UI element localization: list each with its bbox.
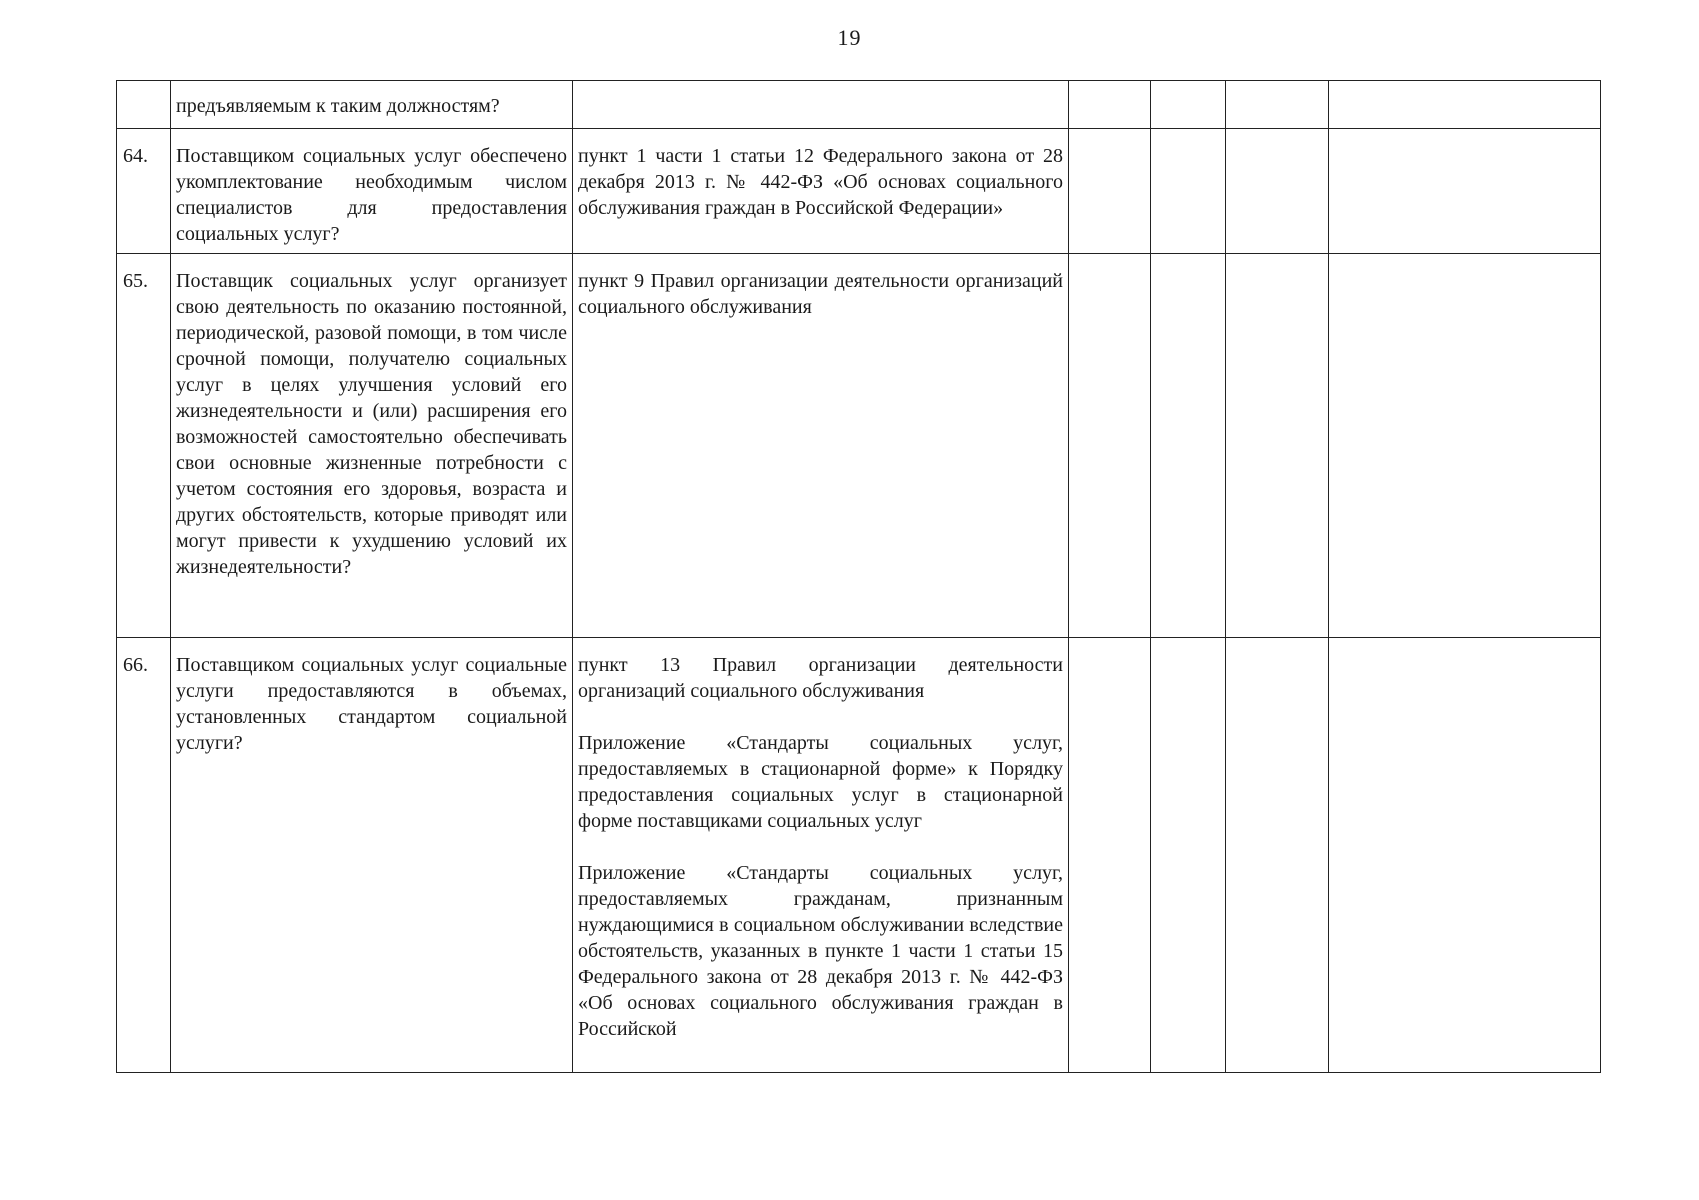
question-text: Поставщиком социальных услуг социальные услуги предоставляются в объемах, установленных стандартом социальной услуги? [176,654,567,754]
row-number-cell [117,129,171,254]
law-reference-text: Приложение «Стандарты социальных услуг, предоставляемых в стационарной форме» к Порядку предоставления социальных услуг в стационарной форме поставщиками социальных услуг [578,732,1063,832]
answer-no-cell [1151,254,1226,638]
law-reference-text: пункт 13 Правил организации деятельности организаций социального обслуживания [578,654,1063,702]
law-reference-cell [573,129,1069,254]
question-cell [171,254,573,638]
answer-na-cell [1226,638,1329,1073]
notes-cell [1329,129,1601,254]
notes-cell [1329,254,1601,638]
row-number-cell [117,81,171,129]
law-reference-cell [573,638,1069,1073]
question-cell [171,638,573,1073]
notes-cell [1329,81,1601,129]
question-text: Поставщиком социальных услуг обеспечено укомплектование необходимым числом специалистов для предоставления социальных услуг? [176,145,567,245]
notes-cell [1329,638,1601,1073]
row-number: 66. [123,654,148,676]
answer-na-cell [1226,254,1329,638]
answer-yes-cell [1069,81,1151,129]
table-row [117,254,1601,638]
checklist-table [116,80,1601,1073]
answer-yes-cell [1069,254,1151,638]
table-row [117,638,1601,1073]
row-number-cell [117,638,171,1073]
page-number: 19 [837,25,862,50]
row-number: 65. [123,270,148,292]
table-row [117,81,1601,129]
question-text: предъявляемым к таким должностям? [176,95,500,117]
question-cell [171,81,573,129]
answer-no-cell [1151,638,1226,1073]
question-text: Поставщик социальных услуг организует свою деятельность по оказанию постоянной, периодической, разовой помощи, в том числе срочной помощи, получателю социальных услуг в целях улучшения условий его жизнедеятельности и (или) расширения его возможностей самостоятельно обеспечивать свои основные жизненные потребности с учетом состояния его здоровья, возраста и других обстоятельств, которые приводят или могут привести к ухудшению условий их жизнедеятельности? [176,270,567,578]
answer-yes-cell [1069,129,1151,254]
answer-yes-cell [1069,638,1151,1073]
row-number-cell [117,254,171,638]
answer-no-cell [1151,129,1226,254]
answer-na-cell [1226,81,1329,129]
answer-no-cell [1151,81,1226,129]
law-reference-cell [573,81,1069,129]
row-number: 64. [123,145,148,167]
law-reference-text: пункт 9 Правил организации деятельности организаций социального обслуживания [578,270,1063,318]
law-reference-text: Приложение «Стандарты социальных услуг, предоставляемых гражданам, признанным нуждающимися в социальном обслуживании вследствие обстоятельств, указанных в пункте 1 части 1 статьи 15 Федерального закона от 28 декабря 2013 г. № 442-ФЗ «Об основах социального обслуживания граждан в Российской [578,862,1063,1040]
law-reference-cell [573,254,1069,638]
question-cell [171,129,573,254]
table-row [117,129,1601,254]
answer-na-cell [1226,129,1329,254]
law-reference-text: пункт 1 части 1 статьи 12 Федерального закона от 28 декабря 2013 г. № 442-ФЗ «Об основах социального обслуживания граждан в Российской Федерации» [578,145,1063,219]
